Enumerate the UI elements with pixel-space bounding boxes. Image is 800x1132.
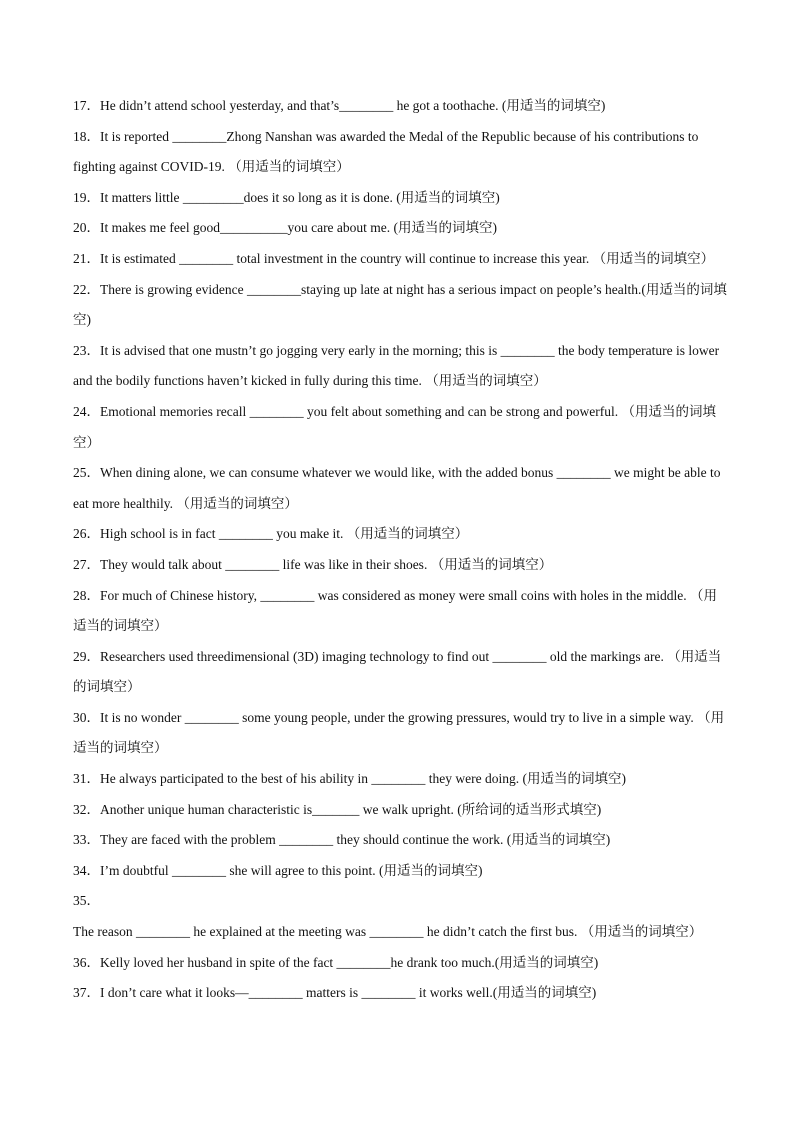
question-text: High school is in fact ________ you make it. （用适当的词填空）: [100, 526, 469, 542]
question-number: 18．: [73, 128, 100, 144]
question-text: It is advised that one mustn’t go jogging very early in the morning; this is ________ the body temperature is lower and the bodily functions haven’t kicked in fully during this time. （用适当的词填空）: [73, 342, 720, 389]
question-text: Another unique human characteristic is_______ we walk upright. (所给词的适当形式填空): [100, 801, 602, 817]
question-text: The reason ________ he explained at the meeting was ________ he didn’t catch the first bus. （用适当的词填空）: [73, 924, 703, 940]
question-text: It makes me feel good__________you care about me. (用适当的词填空): [100, 220, 498, 236]
question-number: 22．: [73, 281, 100, 297]
question-number: 26．: [73, 526, 100, 542]
question-text: I’m doubtful ________ she will agree to this point. (用适当的词填空): [100, 862, 483, 878]
question-item: [73, 825, 728, 856]
question-number: 31．: [73, 771, 100, 787]
question-text: It is no wonder ________ some young people, under the growing pressures, would try to live in a simple way. （用适当的词填空）: [73, 709, 725, 756]
question-number: 23．: [73, 342, 100, 358]
question-number: 24．: [73, 403, 100, 419]
question-item: [73, 244, 728, 275]
question-item: [73, 886, 728, 947]
question-text: When dining alone, we can consume whatever we would like, with the added bonus ________ we might be able to eat more healthily. （用适当的词填空）: [73, 465, 721, 511]
question-number: 27．: [73, 556, 100, 572]
question-item: [73, 581, 728, 642]
question-item: [73, 978, 728, 1009]
question-item: [73, 519, 728, 550]
question-item: [73, 397, 728, 458]
question-number: 32．: [73, 801, 100, 817]
question-text: They would talk about ________ life was like in their shoes. （用适当的词填空）: [100, 556, 553, 572]
question-item: [73, 122, 728, 183]
question-number: 35．: [73, 893, 100, 909]
question-number: 37．: [73, 985, 100, 1001]
question-item: [73, 336, 728, 397]
question-text: He didn’t attend school yesterday, and that’s________ he got a toothache. (用适当的词填空): [100, 98, 606, 113]
question-number: 25．: [73, 465, 100, 481]
question-number: 36．: [73, 954, 100, 970]
question-text: Kelly loved her husband in spite of the fact ________he drank too much.(用适当的词填空): [100, 954, 599, 970]
question-item: [73, 795, 728, 826]
question-item: [73, 550, 728, 581]
question-item: [73, 948, 728, 979]
question-text: Emotional memories recall ________ you felt about something and can be strong and powerful. （用适当的词填空）: [73, 403, 716, 450]
question-item: [73, 856, 728, 887]
question-item: [73, 458, 728, 519]
question-item: [73, 91, 728, 122]
question-list: [73, 91, 728, 1009]
question-item: [73, 642, 728, 703]
question-number: 17．: [73, 98, 100, 113]
question-number: 28．: [73, 587, 100, 603]
question-number: 20．: [73, 220, 100, 236]
question-text: It is estimated ________ total investment in the country will continue to increase this year. （用适当的词填空）: [100, 250, 715, 266]
question-number: 29．: [73, 648, 100, 664]
question-number: 33．: [73, 832, 100, 848]
question-item: [73, 764, 728, 795]
question-number: 34．: [73, 862, 100, 878]
question-text: I don’t care what it looks—________ matters is ________ it works well.(用适当的词填空): [100, 985, 597, 1001]
question-number: 30．: [73, 709, 100, 725]
question-number: 19．: [73, 189, 100, 205]
question-text: It is reported ________Zhong Nanshan was awarded the Medal of the Republic because of his contributions to fighting against COVID-19. （用适当的词填空）: [73, 128, 699, 175]
question-text: They are faced with the problem ________ they should continue the work. (用适当的词填空): [100, 832, 611, 848]
question-item: [73, 213, 728, 244]
question-item: [73, 703, 728, 764]
question-number: 21．: [73, 250, 100, 266]
question-text: He always participated to the best of his ability in ________ they were doing. (用适当的词填空): [100, 771, 627, 787]
question-text: For much of Chinese history, ________ was considered as money were small coins with holes in the middle. （用适当的词填空）: [73, 587, 718, 634]
question-item: [73, 275, 728, 336]
question-text: There is growing evidence ________staying up late at night has a serious impact on people’s health.(用适当的词填空): [73, 281, 727, 328]
question-item: [73, 183, 728, 214]
question-text: Researchers used threedimensional (3D) imaging technology to find out ________ old the markings are. （用适当的词填空）: [73, 648, 722, 695]
question-text: It matters little _________does it so long as it is done. (用适当的词填空): [100, 189, 500, 205]
